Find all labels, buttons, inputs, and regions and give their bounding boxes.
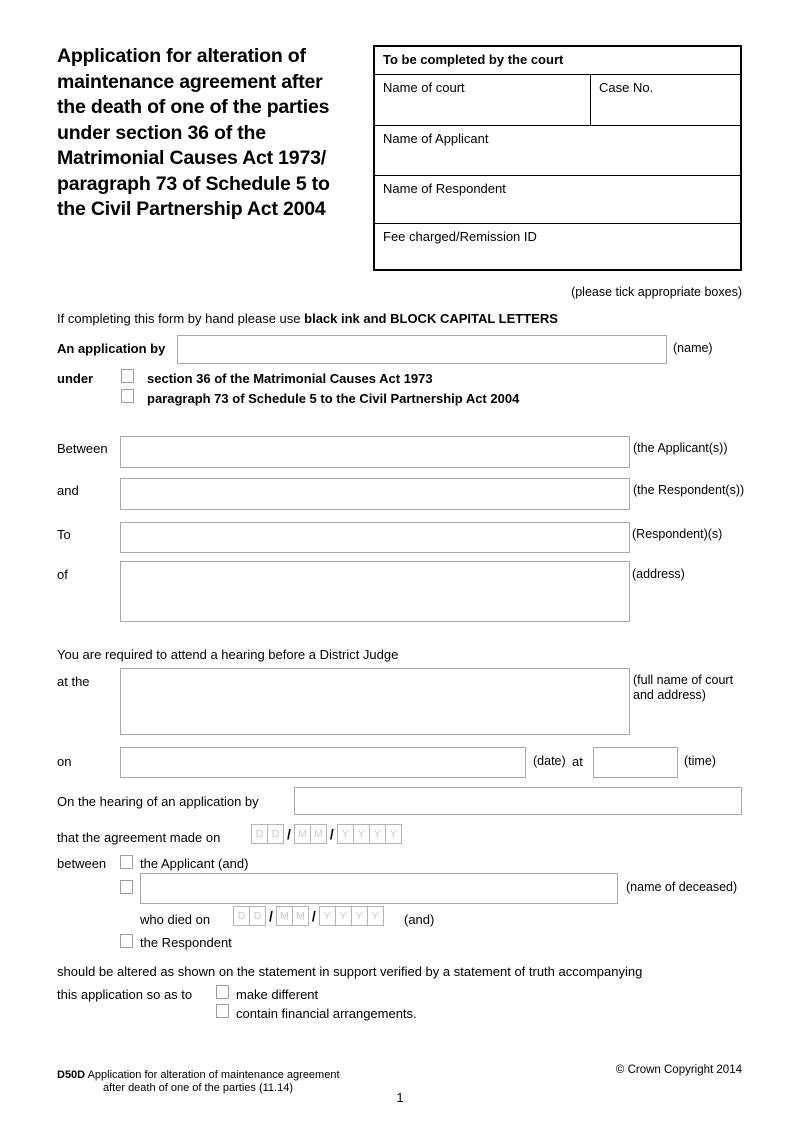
year-cell[interactable]: Y bbox=[335, 906, 352, 926]
name-of-applicant-field[interactable]: Name of Applicant bbox=[375, 126, 740, 176]
died-on-label: who died on bbox=[140, 912, 211, 927]
title-line: Application for alteration of bbox=[57, 45, 306, 67]
date-annotation: (date) bbox=[533, 754, 566, 768]
hearing-date-input[interactable] bbox=[120, 747, 526, 778]
hand-note-prefix: If completing this form by hand please use bbox=[57, 311, 305, 326]
hearing-time-input[interactable] bbox=[593, 747, 678, 778]
court-name-annotation: (full name of court and address) bbox=[633, 673, 734, 702]
day-cell[interactable]: D bbox=[267, 824, 284, 844]
month-cell[interactable]: M bbox=[276, 906, 293, 926]
under-cpa-option-label: paragraph 73 of Schedule 5 to the Civil Partnership Act 2004 bbox=[147, 391, 520, 406]
respondents-annotation: (the Respondent(s)) bbox=[633, 483, 745, 497]
court-name-address-input[interactable] bbox=[120, 668, 630, 735]
make-different-label: make different bbox=[236, 987, 319, 1002]
agreement-date-field bbox=[251, 824, 402, 844]
form-reference-line2: after death of one of the parties (11.14) bbox=[103, 1082, 293, 1094]
title-line: Matrimonial Causes Act 1973/ bbox=[57, 147, 326, 169]
date-separator: / bbox=[269, 908, 273, 924]
fee-charged-field[interactable]: Fee charged/Remission ID bbox=[383, 229, 537, 244]
between-applicants-input[interactable] bbox=[120, 436, 630, 468]
copyright-notice: © Crown Copyright 2014 bbox=[615, 1064, 742, 1076]
deceased-name-input[interactable] bbox=[140, 873, 618, 904]
at-the-label: at the bbox=[57, 674, 90, 689]
form-reference bbox=[57, 1069, 340, 1082]
under-mca-checkbox[interactable] bbox=[121, 369, 134, 383]
date-separator: / bbox=[329, 826, 334, 842]
title-line: the Civil Partnership Act 2004 bbox=[57, 198, 326, 220]
and-label: and bbox=[57, 483, 79, 498]
title-line: under section 36 of the bbox=[57, 121, 266, 144]
month-cell[interactable]: M bbox=[294, 824, 311, 844]
year-cell[interactable]: Y bbox=[319, 906, 336, 926]
address-annotation: (address) bbox=[632, 567, 685, 581]
at-label: at bbox=[572, 754, 583, 769]
hearing-intro-text: You are required to attend a hearing before a District Judge bbox=[57, 647, 399, 662]
hearing-application-by-input[interactable] bbox=[294, 787, 742, 815]
month-cell[interactable]: M bbox=[292, 906, 309, 926]
title-line: paragraph 73 of Schedule 5 to bbox=[57, 172, 330, 195]
applicant-party-checkbox[interactable] bbox=[120, 855, 133, 869]
applicants-annotation: (the Applicant(s)) bbox=[633, 441, 728, 455]
make-different-checkbox[interactable] bbox=[216, 985, 229, 999]
agreement-made-on-label: that the agreement made on bbox=[57, 830, 221, 845]
year-cell[interactable]: Y bbox=[385, 824, 402, 844]
title-line: maintenance agreement after bbox=[57, 70, 323, 93]
contain-financial-checkbox[interactable] bbox=[216, 1004, 229, 1018]
under-label: under bbox=[57, 371, 94, 386]
contain-financial-label: contain financial arrangements. bbox=[236, 1006, 417, 1021]
name-annotation: (name) bbox=[673, 341, 713, 355]
respondent-party-checkbox[interactable] bbox=[120, 934, 133, 948]
on-label: on bbox=[57, 754, 72, 769]
deceased-name-annotation: (name of deceased) bbox=[626, 880, 738, 894]
court-box-row bbox=[375, 75, 740, 126]
of-label: of bbox=[57, 567, 68, 582]
date-separator: / bbox=[287, 826, 291, 842]
day-cell[interactable]: D bbox=[249, 906, 266, 926]
case-no-field[interactable]: Case No. bbox=[599, 80, 654, 95]
address-input[interactable] bbox=[120, 561, 630, 622]
date-separator: / bbox=[311, 908, 316, 924]
died-on-suffix: (and) bbox=[404, 912, 435, 927]
court-use-box bbox=[373, 45, 742, 271]
to-respondent-annotation: (Respondent)(s) bbox=[632, 527, 723, 541]
day-cell[interactable]: D bbox=[251, 824, 268, 844]
title-line: the death of one of the parties bbox=[57, 96, 330, 118]
applicant-party-label: the Applicant (and) bbox=[140, 856, 249, 871]
to-respondent-input[interactable] bbox=[120, 522, 630, 553]
court-box-header: To be completed by the court bbox=[375, 47, 740, 75]
respondent-party-label: the Respondent bbox=[140, 935, 232, 950]
year-cell[interactable]: Y bbox=[369, 824, 386, 844]
hand-completion-note bbox=[57, 311, 558, 326]
name-of-respondent-field[interactable]: Name of Respondent bbox=[375, 176, 740, 224]
applicant-name-input[interactable] bbox=[177, 335, 667, 364]
form-reference-text: Application for alteration of maintenance agreement bbox=[85, 1069, 340, 1081]
year-cell[interactable]: Y bbox=[367, 906, 384, 926]
alteration-line1: should be altered as shown on the statement in support verified by a statement of truth accompanying bbox=[57, 964, 643, 979]
page-number: 1 bbox=[396, 1090, 404, 1105]
death-date-field bbox=[233, 906, 384, 926]
between-label: Between bbox=[57, 441, 108, 456]
under-mca-option-label: section 36 of the Matrimonial Causes Act 1973 bbox=[147, 371, 433, 386]
hearing-application-by-label: On the hearing of an application by bbox=[57, 794, 259, 809]
hand-note-bold: black ink and BLOCK CAPITAL LETTERS bbox=[304, 311, 558, 326]
deceased-party-checkbox[interactable] bbox=[120, 880, 133, 894]
application-by-label: An application by bbox=[57, 341, 166, 356]
day-cell[interactable]: D bbox=[233, 906, 250, 926]
year-cell[interactable]: Y bbox=[353, 824, 370, 844]
tick-boxes-note: (please tick appropriate boxes) bbox=[571, 285, 742, 299]
year-cell[interactable]: Y bbox=[337, 824, 354, 844]
page-title bbox=[57, 44, 387, 223]
alteration-line2-prefix: this application so as to bbox=[57, 987, 193, 1002]
to-label: To bbox=[57, 527, 71, 542]
year-cell[interactable]: Y bbox=[351, 906, 368, 926]
month-cell[interactable]: M bbox=[310, 824, 327, 844]
under-cpa-checkbox[interactable] bbox=[121, 389, 134, 403]
agreement-between-label: between bbox=[57, 856, 107, 871]
name-of-court-field[interactable]: Name of court bbox=[375, 75, 591, 125]
time-annotation: (time) bbox=[684, 754, 716, 768]
and-respondents-input[interactable] bbox=[120, 478, 630, 510]
form-code: D50D bbox=[57, 1069, 86, 1081]
